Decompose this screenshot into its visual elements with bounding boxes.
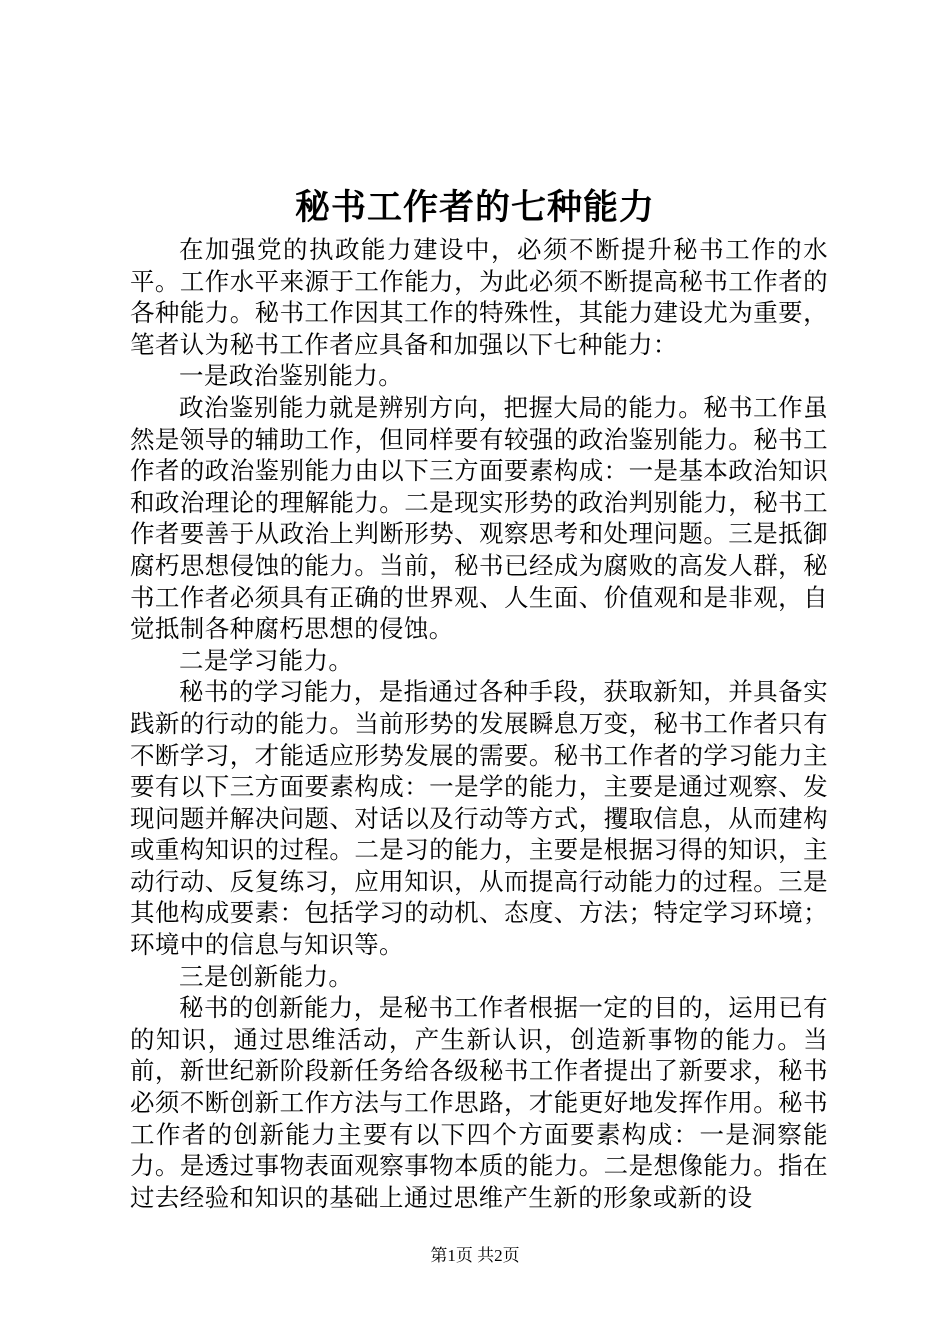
- page-number-footer: 第1页 共2页: [430, 1246, 520, 1265]
- paragraph-learning: 秘书的学习能力，是指通过各种手段，获取新知，并具备实践新的行动的能力。当前形势的发展瞬息万变，秘书工作者只有不断学习，才能适应形势发展的需要。秘书工作者的学习能力主要有以下三方面要素构成：一是学的能力，主要是通过观察、发现问题并解决问题、对话以及行动等方式，攫取信息，从而建构或重构知识的过程。二是习的能力，主要是根据习得的知识，主动行动、反复练习，应用知识，从而提高行动能力的过程。三是其他构成要素：包括学习的动机、态度、方法；特定学习环境；环境中的信息与知识等。: [130, 677, 828, 960]
- heading-learning: 二是学习能力。: [179, 645, 354, 675]
- heading-political-discernment: 一是政治鉴别能力。: [179, 361, 404, 391]
- document-title: 秘书工作者的七种能力: [294, 187, 655, 228]
- paragraph-intro: 在加强党的执政能力建设中，必须不断提升秘书工作的水平。工作水平来源于工作能力，为此必须不断提高秘书工作者的各种能力。秘书工作因其工作的特殊性，其能力建设尤为重要，笔者认为秘书工作者应具备和加强以下七种能力：: [130, 235, 828, 359]
- document-body: [130, 234, 828, 1213]
- paragraph-political-discernment: 政治鉴别能力就是辨别方向，把握大局的能力。秘书工作虽然是领导的辅助工作，但同样要有较强的政治鉴别能力。秘书工作者的政治鉴别能力由以下三方面要素构成：一是基本政治知识和政治理论的理解能力。二是现实形势的政治判别能力，秘书工作者要善于从政治上判断形势、观察思考和处理问题。三是抵御腐朽思想侵蚀的能力。当前，秘书已经成为腐败的高发人群，秘书工作者必须具有正确的世界观、人生面、价值观和是非观，自觉抵制各种腐朽思想的侵蚀。: [130, 392, 828, 644]
- heading-innovation: 三是创新能力。: [179, 961, 354, 991]
- paragraph-innovation: 秘书的创新能力，是秘书工作者根据一定的目的，运用已有的知识，通过思维活动，产生新认识，创造新事物的能力。当前，新世纪新阶段新任务给各级秘书工作者提出了新要求，秘书必须不断创新工作方法与工作思路，才能更好地发挥作用。秘书工作者的创新能力主要有以下四个方面要素构成：一是洞察能力。是透过事物表面观察事物本质的能力。二是想像能力。指在过去经验和知识的基础上通过思维产生新的形象或新的设: [130, 993, 828, 1212]
